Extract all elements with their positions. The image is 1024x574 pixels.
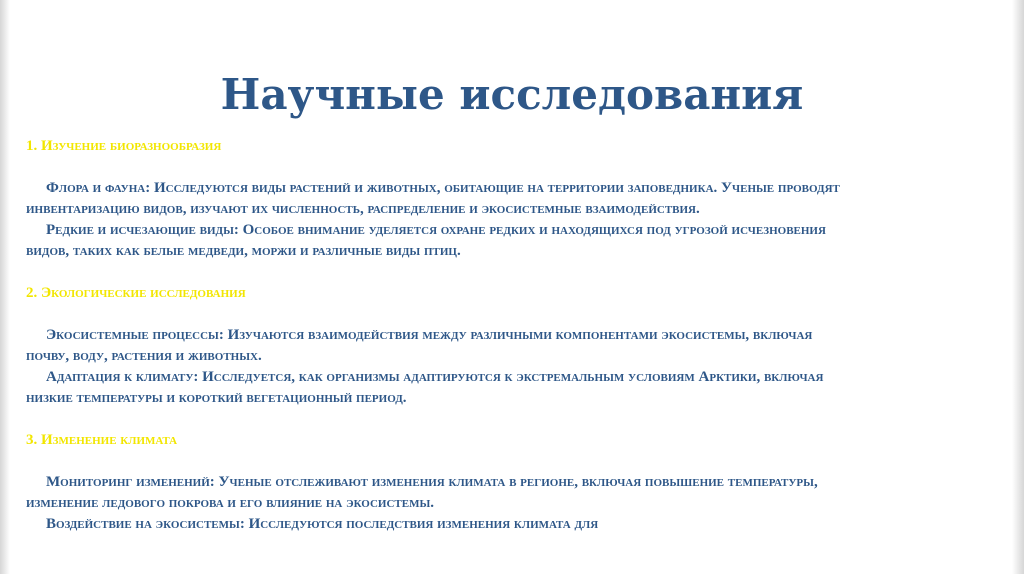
- slide-title: Научные исследования: [220, 70, 804, 119]
- section-heading-biodiversity: 1. Изучение биоразнообразия: [26, 138, 222, 154]
- spacer: [26, 262, 846, 283]
- slide-body: [26, 136, 846, 535]
- paragraph-monitoring: Мониторинг изменений: Ученые отслеживают изменения климата в регионе, включая повышение температуры, изменение ледового покрова и его влияние на экосистемы.: [26, 474, 818, 511]
- paragraph-rare-species: Редкие и исчезающие виды: Особое внимание уделяется охране редких и находящихся под угрозой исчезновения видов, таких как белые медведи, моржи и различные виды птиц.: [26, 222, 826, 259]
- spacer: [26, 157, 846, 178]
- paragraph-flora-fauna: Флора и фауна: Исследуются виды растений и животных, обитающие на территории заповедника. Ученые проводят инвентаризацию видов, изучают их численность, распределение и экосистемные взаимодействия.: [26, 180, 840, 217]
- paragraph-ecosystem-processes: Экосистемные процессы: Изучаются взаимодействия между различными компонентами экосистемы, включая почву, воду, растения и животных.: [26, 327, 813, 364]
- section-heading-climate-change: 3. Изменение климата: [26, 432, 178, 448]
- spacer: [26, 304, 846, 325]
- paragraph-ecosystem-impact: Воздействие на экосистемы: Исследуются последствия изменения климата для: [46, 516, 599, 532]
- paragraph-climate-adaptation: Адаптация к климату: Исследуется, как организмы адаптируются к экстремальным условиям Арктики, включая низкие температуры и короткий вегетационный период.: [26, 369, 824, 406]
- spacer: [26, 409, 846, 430]
- spacer: [26, 451, 846, 472]
- section-heading-ecology: 2. Экологические исследования: [26, 285, 246, 301]
